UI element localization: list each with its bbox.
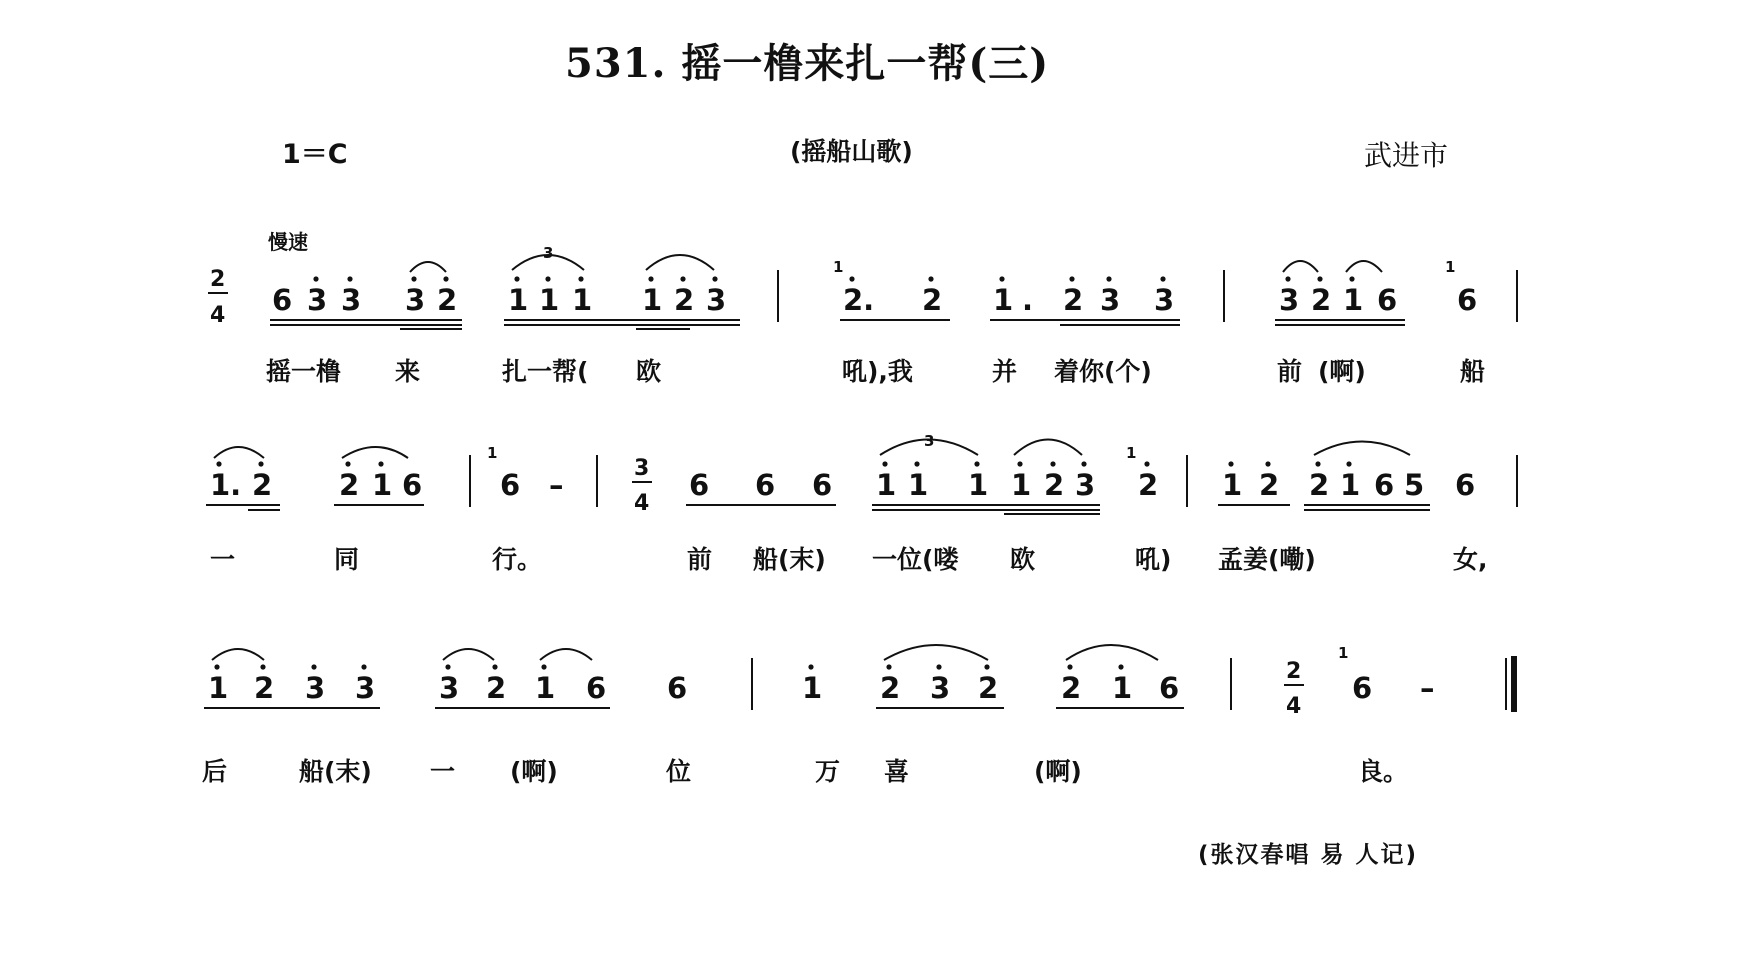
note-group <box>1056 645 1184 708</box>
note-group <box>1126 444 1158 502</box>
lyric: 一位(喽 <box>872 545 959 574</box>
lyric: 良。 <box>1358 757 1409 786</box>
svg-text:1: 1 <box>372 468 393 502</box>
svg-text:1: 1 <box>876 468 897 502</box>
svg-text:3: 3 <box>439 671 460 705</box>
note-group <box>833 258 1180 325</box>
time-signature-top: 3 <box>634 456 650 481</box>
lyric: (啊) <box>1034 757 1082 786</box>
svg-text:3: 3 <box>341 283 362 317</box>
svg-text:1: 1 <box>1011 468 1032 502</box>
svg-text:6: 6 <box>272 283 293 317</box>
lyric: 前 <box>1277 357 1303 386</box>
svg-text:3: 3 <box>706 283 727 317</box>
lyric: 一 <box>430 757 456 786</box>
svg-text:2: 2 <box>1138 468 1159 502</box>
svg-text:1: 1 <box>642 283 663 317</box>
note-group <box>872 432 1100 514</box>
svg-text:3: 3 <box>924 432 935 450</box>
note-group <box>487 444 564 502</box>
tempo-marking: 慢速 <box>268 230 308 254</box>
note-group <box>802 664 822 705</box>
svg-text:1: 1 <box>487 444 498 462</box>
note-group <box>686 468 836 505</box>
lyric: 船(末) <box>753 545 826 574</box>
svg-text:1: 1 <box>1222 468 1243 502</box>
svg-text:2: 2 <box>1259 468 1280 502</box>
svg-text:1: 1 <box>1126 444 1137 462</box>
lyric: 一 <box>210 545 236 574</box>
svg-text:6: 6 <box>689 468 710 502</box>
svg-text:1.: 1. <box>210 468 242 502</box>
lyric: 万 <box>815 757 841 786</box>
svg-text:3: 3 <box>1075 468 1096 502</box>
svg-text:6: 6 <box>667 671 688 705</box>
lyric: 着你(个) <box>1054 357 1152 386</box>
note-group <box>876 645 1004 708</box>
svg-text:3: 3 <box>305 671 326 705</box>
svg-text:1: 1 <box>1343 283 1364 317</box>
svg-text:2.: 2. <box>843 283 875 317</box>
svg-text:5: 5 <box>1404 468 1425 502</box>
svg-text:2: 2 <box>1044 468 1065 502</box>
svg-text:1: 1 <box>1112 671 1133 705</box>
lyric: 来 <box>395 357 421 386</box>
svg-text:3: 3 <box>307 283 328 317</box>
lyric: 欧 <box>636 357 662 386</box>
lyric: 扎一帮( <box>502 357 589 386</box>
svg-text:2: 2 <box>1311 283 1332 317</box>
song-title: 531. 摇一橹来扎一帮(三) <box>565 40 1050 87</box>
svg-text:2: 2 <box>254 671 275 705</box>
lyric: 前 <box>687 545 713 574</box>
svg-text:3: 3 <box>1279 283 1300 317</box>
svg-text:2: 2 <box>922 283 943 317</box>
key-signature: 1＝C <box>282 139 348 170</box>
svg-text:2: 2 <box>978 671 999 705</box>
svg-text:–: – <box>1420 671 1435 705</box>
svg-text:1: 1 <box>539 283 560 317</box>
svg-text:1: 1 <box>208 671 229 705</box>
lyric: 行。 <box>492 545 543 574</box>
svg-text:6: 6 <box>755 468 776 502</box>
svg-text:3: 3 <box>355 671 376 705</box>
svg-text:2: 2 <box>1309 468 1330 502</box>
time-signature-bottom: 4 <box>1286 694 1302 719</box>
svg-text:3: 3 <box>405 283 426 317</box>
svg-text:2: 2 <box>486 671 507 705</box>
performer-credit: (张汉春唱 易 人记) <box>1198 842 1419 868</box>
svg-text:2: 2 <box>1063 283 1084 317</box>
svg-text:6: 6 <box>1457 283 1478 317</box>
svg-text:1: 1 <box>572 283 593 317</box>
lyric: 欧 <box>1010 545 1036 574</box>
svg-text:–: – <box>549 468 564 502</box>
svg-text:6: 6 <box>1352 671 1373 705</box>
svg-text:2: 2 <box>339 468 360 502</box>
svg-text:6: 6 <box>402 468 423 502</box>
note-group <box>206 447 424 510</box>
time-signature-bottom: 4 <box>634 491 650 516</box>
note-group <box>1338 644 1435 705</box>
svg-text:3: 3 <box>930 671 951 705</box>
lyric: 位 <box>666 757 692 786</box>
svg-text:6: 6 <box>586 671 607 705</box>
note-group <box>504 244 740 329</box>
region-label: 武进市 <box>1364 139 1449 172</box>
note-group <box>1218 442 1475 511</box>
svg-text:3: 3 <box>1154 283 1175 317</box>
lyric: 吼) <box>1135 545 1172 574</box>
lyric: 后 <box>202 757 228 786</box>
svg-text:6: 6 <box>1377 283 1398 317</box>
lyric: 摇一橹 <box>266 357 342 386</box>
lyric: 并 <box>992 357 1018 386</box>
svg-text:1: 1 <box>1445 258 1456 276</box>
lyric: 女, <box>1453 545 1488 574</box>
score-line-1 <box>208 244 1517 329</box>
time-signature-top: 2 <box>1286 659 1302 684</box>
svg-text:1: 1 <box>802 671 823 705</box>
svg-text:.: . <box>1022 283 1034 317</box>
note-group <box>270 262 462 329</box>
svg-text:2: 2 <box>674 283 695 317</box>
note-group <box>1275 258 1477 325</box>
lyric: 吼),我 <box>842 357 913 386</box>
svg-text:1: 1 <box>1338 644 1349 662</box>
svg-text:1: 1 <box>833 258 844 276</box>
score-line-2 <box>206 432 1517 516</box>
lyric: 同 <box>334 545 360 574</box>
svg-text:2: 2 <box>1061 671 1082 705</box>
lyric: 船(末) <box>299 757 372 786</box>
svg-text:1: 1 <box>508 283 529 317</box>
svg-text:3: 3 <box>1100 283 1121 317</box>
score-line-3 <box>204 644 1514 719</box>
lyric: (啊) <box>510 757 558 786</box>
svg-text:1: 1 <box>908 468 929 502</box>
svg-text:6: 6 <box>500 468 521 502</box>
svg-text:1: 1 <box>535 671 556 705</box>
svg-text:1: 1 <box>993 283 1014 317</box>
svg-text:3: 3 <box>543 244 554 262</box>
lyric: 孟姜(嘞) <box>1218 545 1316 574</box>
svg-text:6: 6 <box>812 468 833 502</box>
svg-text:1: 1 <box>1340 468 1361 502</box>
time-signature-top: 2 <box>210 267 226 292</box>
svg-text:1: 1 <box>968 468 989 502</box>
svg-text:2: 2 <box>437 283 458 317</box>
lyric: 喜 <box>884 757 910 786</box>
svg-text:6: 6 <box>1455 468 1476 502</box>
svg-text:2: 2 <box>880 671 901 705</box>
note-group <box>204 649 380 708</box>
time-signature-bottom: 4 <box>210 303 226 328</box>
lyric: 船 <box>1460 357 1486 386</box>
note-group <box>435 649 687 708</box>
lyric: (啊) <box>1318 357 1366 386</box>
svg-text:6: 6 <box>1374 468 1395 502</box>
genre-label: (摇船山歌) <box>790 137 913 166</box>
svg-text:6: 6 <box>1159 671 1180 705</box>
svg-text:2: 2 <box>252 468 273 502</box>
